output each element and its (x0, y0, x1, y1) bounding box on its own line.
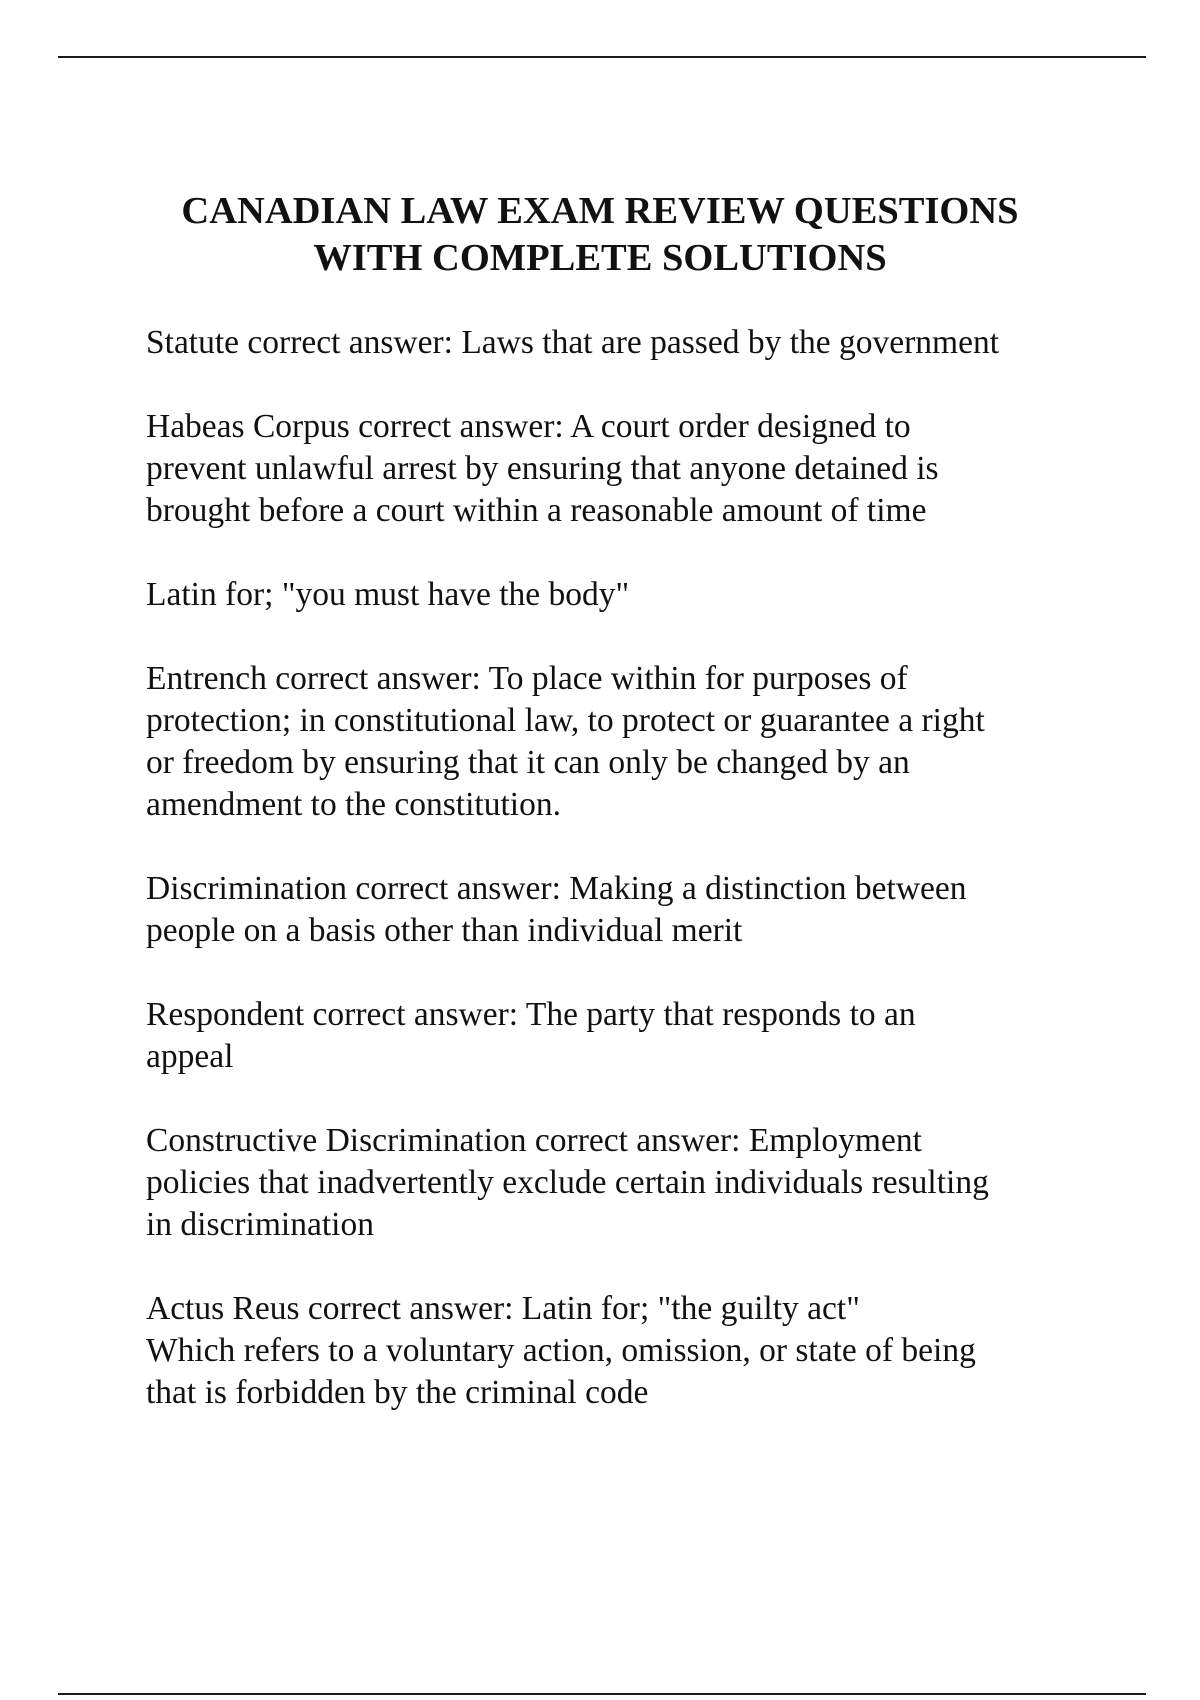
review-entries (146, 322, 1146, 1456)
entry-line: people on a basis other than individual merit (146, 912, 743, 949)
entry-discrimination (146, 868, 1146, 952)
entry-statute (146, 322, 1146, 364)
entry-line: protection; in constitutional law, to protect or guarantee a right (146, 702, 985, 739)
header-rule (58, 56, 1146, 58)
entry-line: prevent unlawful arrest by ensuring that anyone detained is (146, 450, 939, 487)
entry-latin-habeas (146, 574, 1146, 616)
entry-constructive-discrimination (146, 1120, 1146, 1246)
entry-line: that is forbidden by the criminal code (146, 1374, 649, 1411)
entry-habeas-corpus (146, 406, 1146, 532)
page-title (0, 188, 1200, 282)
entry-line: Discrimination correct answer: Making a distinction between (146, 870, 967, 907)
entry-line: amendment to the constitution. (146, 786, 561, 823)
entry-line: Respondent correct answer: The party that responds to an (146, 996, 916, 1033)
entry-line: Latin for; "you must have the body" (146, 576, 630, 613)
entry-line: Statute correct answer: Laws that are passed by the government (146, 324, 1000, 361)
page-title-line: WITH COMPLETE SOLUTIONS (313, 237, 887, 279)
entry-line: policies that inadvertently exclude certain individuals resulting (146, 1164, 989, 1201)
page-title-line: CANADIAN LAW EXAM REVIEW QUESTIONS (181, 190, 1019, 232)
footer-rule (58, 1693, 1146, 1695)
entry-line: Actus Reus correct answer: Latin for; "the guilty act" (146, 1290, 860, 1327)
entry-line: Habeas Corpus correct answer: A court order designed to (146, 408, 911, 445)
entry-line: appeal (146, 1038, 234, 1075)
entry-line: Constructive Discrimination correct answer: Employment (146, 1122, 922, 1159)
entry-line: or freedom by ensuring that it can only be changed by an (146, 744, 910, 781)
entry-line: Which refers to a voluntary action, omission, or state of being (146, 1332, 976, 1369)
entry-line: in discrimination (146, 1206, 374, 1243)
entry-entrench (146, 658, 1146, 826)
entry-actus-reus (146, 1288, 1146, 1414)
entry-line: brought before a court within a reasonable amount of time (146, 492, 927, 529)
entry-respondent (146, 994, 1146, 1078)
entry-line: Entrench correct answer: To place within for purposes of (146, 660, 908, 697)
